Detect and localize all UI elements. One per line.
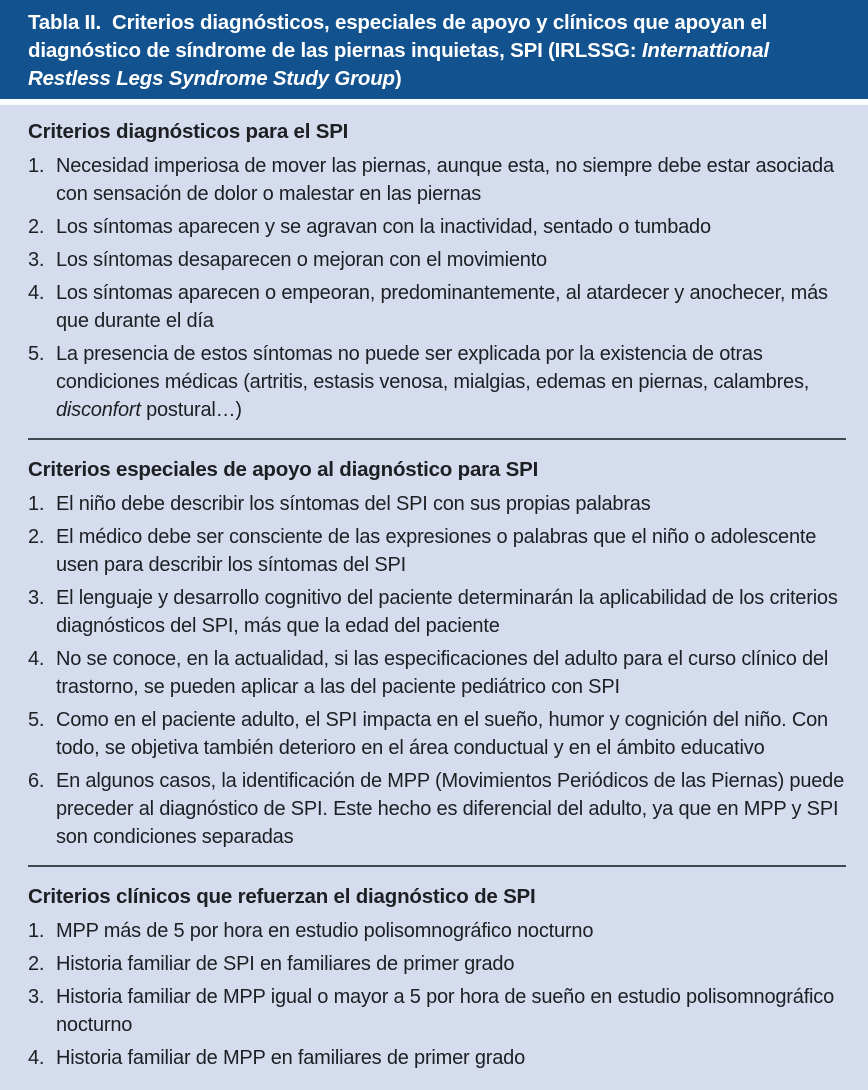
- item-number: 6.: [28, 770, 45, 792]
- item-text: Historia familiar de SPI en familiares de primer grado: [56, 953, 515, 975]
- item-text: No se conoce, en la actualidad, si las especificaciones del adulto para el curso clínico del trastorno, se pueden aplicar a las del paciente pediátrico con SPI: [56, 648, 829, 698]
- item-text: Como en el paciente adulto, el SPI impacta en el sueño, humor y cognición del niño. Con todo, se objetiva también deterioro en el área conductual y en el ámbito educativo: [56, 709, 828, 759]
- item-number: 4.: [28, 648, 45, 670]
- item-number: 4.: [28, 1047, 45, 1069]
- list-item: [28, 152, 848, 208]
- list-item: [28, 645, 848, 701]
- list-item: [28, 1044, 848, 1072]
- list-item: [28, 279, 848, 335]
- list-item: [28, 340, 848, 424]
- item-number: 3.: [28, 249, 45, 271]
- table-title: Tabla II. Criterios diagnósticos, especiales de apoyo y clínicos que apoyan el diagnóstico de síndrome de las piernas inquietas, SPI (IRLSSG: Internattional Restless Legs Syndrome Study Group): [28, 11, 769, 90]
- item-text: Necesidad imperiosa de mover las piernas, aunque esta, no siempre debe estar asociada con sensación de dolor o malestar en las piernas: [56, 155, 834, 205]
- item-number: 3.: [28, 587, 45, 609]
- list-item: [28, 246, 848, 274]
- item-text: El médico debe ser consciente de las expresiones o palabras que el niño o adolescente usen para describir los síntomas del SPI: [56, 526, 817, 576]
- list-item: [28, 213, 848, 241]
- item-number: 2.: [28, 216, 45, 238]
- item-text: El niño debe describir los síntomas del SPI con sus propias palabras: [56, 493, 651, 515]
- section-heading: Criterios clínicos que refuerzan el diagnóstico de SPI: [28, 885, 536, 908]
- item-text: Historia familiar de MPP igual o mayor a 5 por hora de sueño en estudio polisomnográfico nocturno: [56, 986, 835, 1036]
- item-number: 1.: [28, 493, 45, 515]
- item-text: MPP más de 5 por hora en estudio polisomnográfico nocturno: [56, 920, 594, 942]
- item-text: El lenguaje y desarrollo cognitivo del paciente determinarán la aplicabilidad de los criterios diagnósticos del SPI, más que la edad del paciente: [56, 587, 838, 637]
- item-number: 1.: [28, 920, 45, 942]
- table-header: [0, 0, 868, 99]
- list-item: [28, 523, 848, 579]
- list-item: [28, 490, 848, 518]
- list-item: [28, 706, 848, 762]
- table-body: [0, 105, 868, 1090]
- section-divider: [28, 438, 846, 440]
- item-number: 2.: [28, 953, 45, 975]
- item-number: 4.: [28, 282, 45, 304]
- item-text: La presencia de estos síntomas no puede ser explicada por la existencia de otras condiciones médicas (artritis, estasis venosa, mialgias, edemas en piernas, calambres, disconfort postural…): [56, 343, 810, 421]
- section-heading: Criterios diagnósticos para el SPI: [28, 120, 349, 143]
- item-number: 5.: [28, 343, 45, 365]
- item-number: 5.: [28, 709, 45, 731]
- item-text: Los síntomas aparecen y se agravan con la inactividad, sentado o tumbado: [56, 216, 711, 238]
- section-heading: Criterios especiales de apoyo al diagnóstico para SPI: [28, 458, 539, 481]
- item-number: 3.: [28, 986, 45, 1008]
- item-number: 1.: [28, 155, 45, 177]
- list-item: [28, 584, 848, 640]
- item-text: Los síntomas aparecen o empeoran, predominantemente, al atardecer y anochecer, más que durante el día: [56, 282, 828, 332]
- item-number: 2.: [28, 526, 45, 548]
- item-text: En algunos casos, la identificación de MPP (Movimientos Periódicos de las Piernas) puede preceder al diagnóstico de SPI. Este hecho es diferencial del adulto, ya que en MPP y SPI son condiciones separadas: [56, 770, 845, 848]
- list-item: [28, 950, 848, 978]
- item-text: Los síntomas desaparecen o mejoran con el movimiento: [56, 249, 547, 271]
- list-item: [28, 983, 848, 1039]
- list-item: [28, 917, 848, 945]
- section-divider: [28, 865, 846, 867]
- list-item: [28, 767, 848, 851]
- item-text: Historia familiar de MPP en familiares de primer grado: [56, 1047, 526, 1069]
